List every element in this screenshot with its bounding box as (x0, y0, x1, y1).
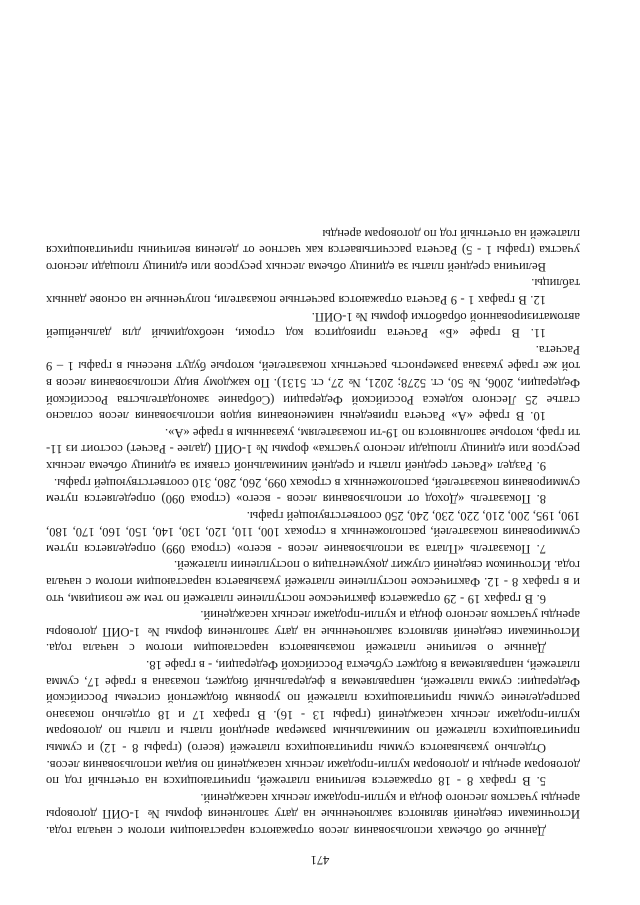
paragraph: Данные об объемах использования лесов отражаются нарастающим итогом с начала года. Источниками сведений являются заключенные на дату заполнения формы № 1-ОИП договоры аренды участков лесного фонда и купли-продажи лесных насаждений. (46, 790, 580, 838)
paragraph: 6. В графах 19 - 29 отражается фактическое поступление платежей по тем же позициям, что и в графах 8 - 12. Фактическое поступление платежей указывается нарастающим итогом с начала года. Источником сведений служит документация о поступлении платежей. (46, 558, 580, 606)
paragraph: Данные о величине платежей показываются нарастающим итогом с начала года. Источниками сведений являются заключенные на дату заполнения формы № 1-ОИП договоры аренды участков лесного фонда и купли-продажи лесных насаждений. (46, 608, 580, 656)
paragraph: 5. В графах 8 - 18 отражается величина платежей, причитающихся на отчетный год по договорам аренды и договорам купли-продажи лесных насаждений по видам использования лесов. (46, 757, 580, 789)
paragraph: 9. Раздел «Расчет средней платы и средней минимальной ставки за единицу объема лесных ресурсов или единицу площади лесного участка» формы № 1-ОИП (далее - Расчет) состоит из 11-ти граф, которые заполняются по 19-ти показателям, указанным в графе «А». (46, 425, 580, 473)
paragraph: Отдельно указываются суммы причитающихся платежей (всего) (графы 8 - 12) и суммы причитающихся платежей по минимальным размерам арендной платы и платы по договорам купли-продажи лесных насаждений (графы 13 - 16). В графах 17 и 18 отдельно показано распределение суммы причитающихся платежей по уровням бюджетной системы Российской Федерации: сумма платежей, направляемая в федеральный бюджет, показана в графе 17, сумма платежей, направляемая в бюджет субъекта Российской Федерации, - в графе 18. (46, 658, 580, 756)
paragraph: 12. В графах 1 - 9 Расчета отражаются расчетные показатели, полученные на основе данных таблицы. (46, 276, 580, 307)
paragraph: Величина средней платы за единицу объема лесных ресурсов или единицу площади лесного участка (графы 1 - 5) Расчета рассчитывается как частное от деления величины причитающихся платежей на отчетный год по договорам аренды (46, 226, 580, 274)
paragraph: 7. Показатель «Плата за использование лесов - всего» (строка 099) определяется путем суммирования показателей, расположенных в строках 100, 110, 120, 130, 140, 150, 160, 170, 180, 190, 195, 200, 210, 220, 230, 240, 250 соответствующей графы. (46, 508, 580, 556)
paragraph: 10. В графе «А» Расчета приведены наименования видов использования лесов согласно статье 25 Лесного кодекса Российской Федерации (Собрание законодательства Российской Федерации, 2006, № 50, ст. 5278; 2021, № 27, ст. 5131). По каждому виду использования лесов в той же графе указана размерность расчетных показателей, которые будут внесены в графы 1 – 9 Расчета. (46, 342, 580, 424)
paragraph: 11. В графе «Б» Расчета приводится код строки, необходимый для дальнейшей автоматизированной обработки формы № 1-ОИП. (46, 309, 580, 341)
page-number: 471 (310, 853, 330, 867)
paragraph: 8. Показатель «Доход от использования лесов - всего» (строка 090) определяется путем суммирования показателей, расположенных в строках 099, 260, 280, 310 соответствующей графы. (46, 475, 580, 507)
document-body (46, 225, 580, 839)
